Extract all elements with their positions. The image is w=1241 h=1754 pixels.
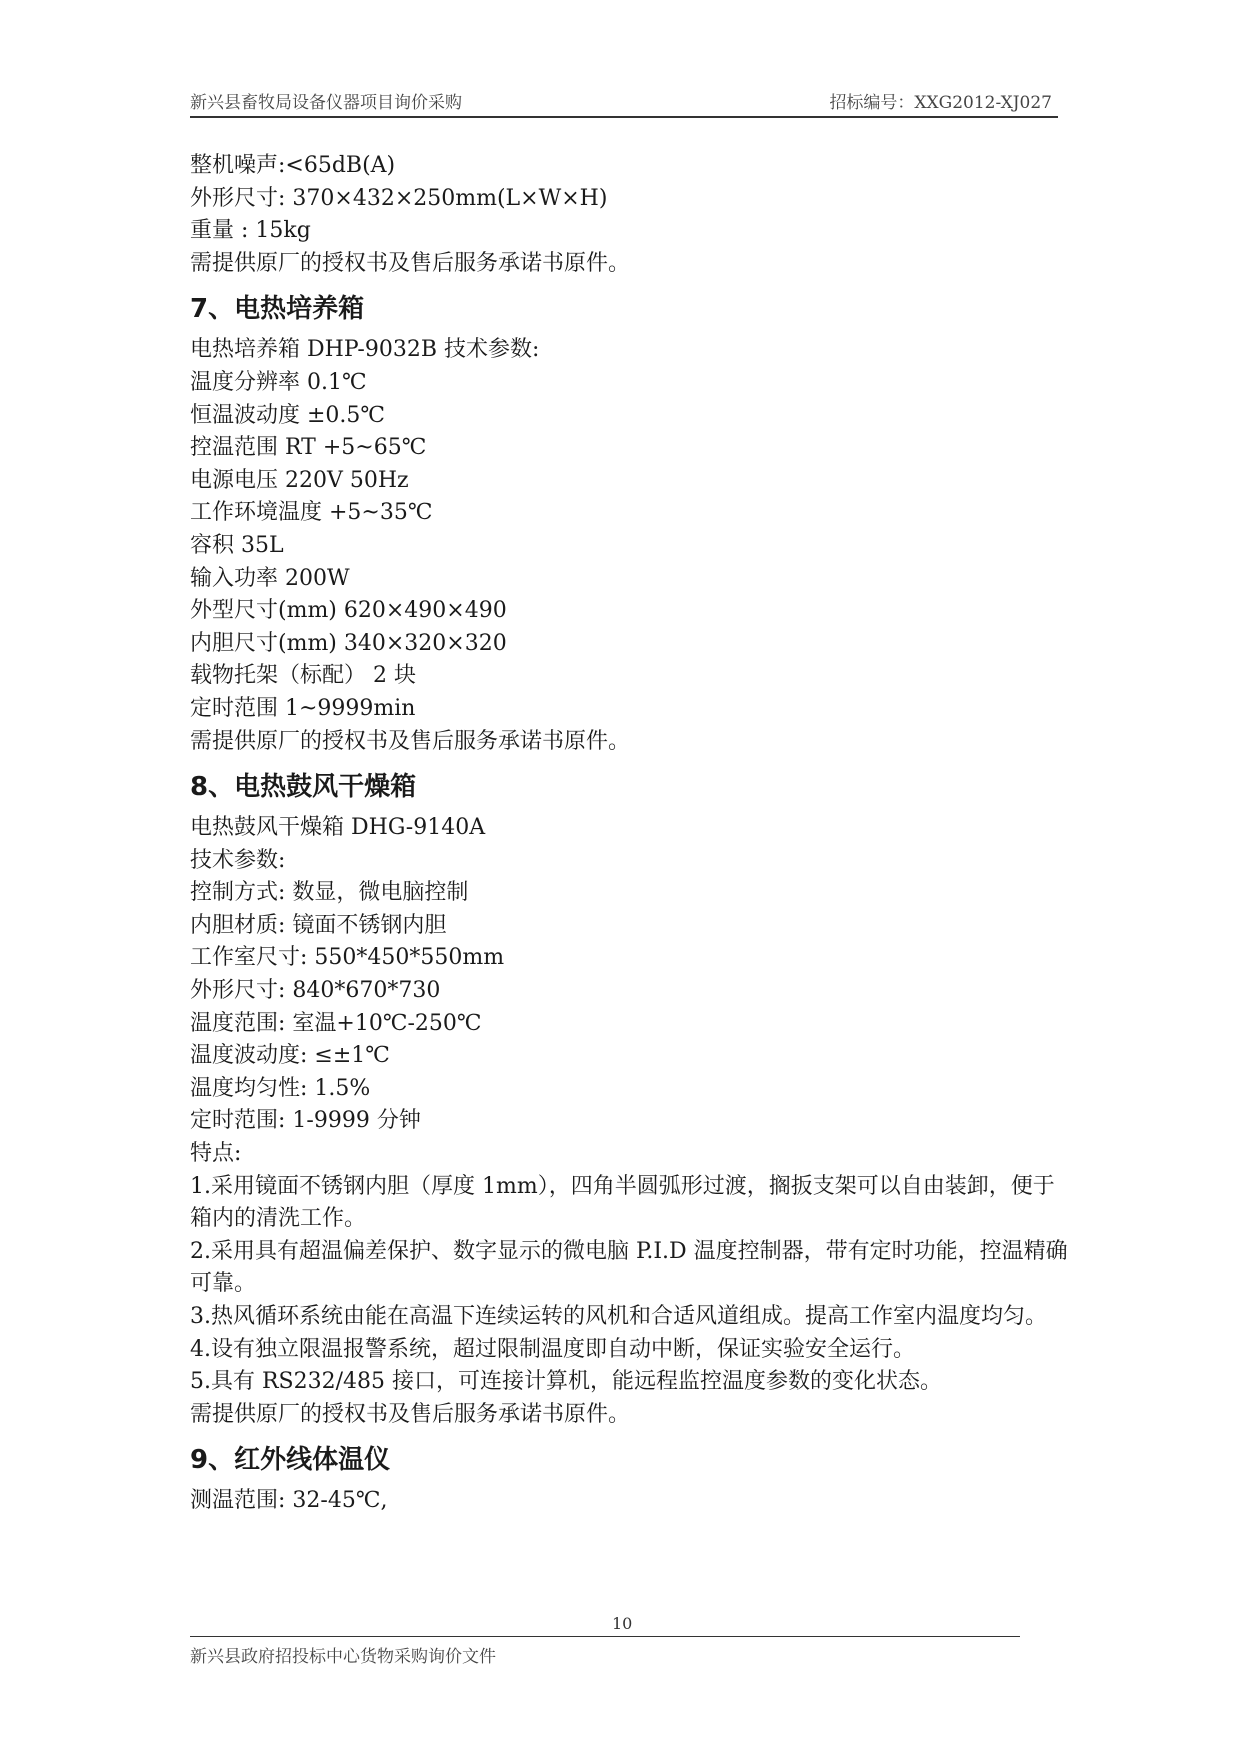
text-line: 载物托架（标配） 2 块 [190,663,416,689]
text-line: 工作室尺寸: 550*450*550mm [190,945,505,971]
text-line: 容积 35L [190,532,284,558]
text-line: 测温范围: 32-45℃, [190,1488,388,1514]
feature-item: 2.采用具有超温偏差保护、数字显示的微电脑 P.I.D 温度控制器，带有定时功能，控温精确可靠。 [190,1238,1068,1297]
footer-divider [190,1636,1020,1637]
feature-item: 4.设有独立限温报警系统，超过限制温度即自动中断，保证实验安全运行。 [190,1336,915,1362]
text-line: 外型尺寸(mm) 620×490×490 [190,598,507,624]
page-header [190,88,1058,118]
section-heading-8: 8、电热鼓风干燥箱 [190,772,417,803]
feature-item: 3.热风循环系统由能在高温下连续运转的风机和合适风道组成。提高工作室内温度均匀。 [190,1304,1047,1329]
text-line: 定时范围 1~9999min [190,695,416,721]
text-line: 整机噪声:<65dB(A) [190,153,396,178]
text-line: 电源电压 220V 50Hz [190,467,409,493]
header-tender-number: 招标编号：XXG2012-XJ027 [829,93,1052,113]
text-line: 内胆尺寸(mm) 340×320×320 [190,630,507,656]
text-line: 温度波动度: ≤±1℃ [190,1043,390,1069]
text-line: 输入功率 200W [190,565,350,591]
section-heading-7: 7、电热培养箱 [190,294,365,325]
text-line: 电热培养箱 DHP-9032B 技术参数: [190,337,540,363]
document-body [190,150,1070,1518]
page-number: 10 [612,1614,633,1633]
text-line: 定时范围: 1-9999 分钟 [190,1108,421,1134]
text-line: 重量 : 15kg [190,218,311,244]
text-line: 需提供原厂的授权书及售后服务承诺书原件。 [190,1401,631,1427]
feature-item: 1.采用镜面不锈钢内胆（厚度 1mm），四角半圆弧形过渡，搁扳支架可以自由装卸，便于箱内的清洗工作。 [190,1173,1055,1232]
text-line: 需提供原厂的授权书及售后服务承诺书原件。 [190,250,631,276]
text-line: 控温范围 RT +5~65℃ [190,435,427,461]
header-project-title: 新兴县畜牧局设备仪器项目询价采购 [190,93,462,113]
feature-item: 5.具有 RS232/485 接口，可连接计算机，能远程监控温度参数的变化状态。 [190,1369,943,1395]
text-line: 外形尺寸: 370×432×250mm(L×W×H) [190,185,608,211]
text-line: 外形尺寸: 840*670*730 [190,978,441,1004]
text-line: 需提供原厂的授权书及售后服务承诺书原件。 [190,728,631,754]
text-line: 温度范围: 室温+10℃-250℃ [190,1010,482,1036]
text-line: 控制方式: 数显，微电脑控制 [190,880,469,906]
text-line: 特点: [190,1141,242,1167]
text-line: 恒温波动度 ±0.5℃ [190,402,386,428]
text-line: 技术参数: [190,847,286,873]
text-line: 电热鼓风干燥箱 DHG-9140A [190,815,486,841]
text-line: 工作环境温度 +5~35℃ [190,500,433,526]
text-line: 温度分辨率 0.1℃ [190,369,367,395]
section-heading-9: 9、红外线体温仪 [190,1445,391,1476]
footer-document-title: 新兴县政府招投标中心货物采购询价文件 [190,1647,496,1667]
text-line: 内胆材质: 镜面不锈钢内胆 [190,912,447,938]
text-line: 温度均匀性: 1.5% [190,1075,371,1101]
